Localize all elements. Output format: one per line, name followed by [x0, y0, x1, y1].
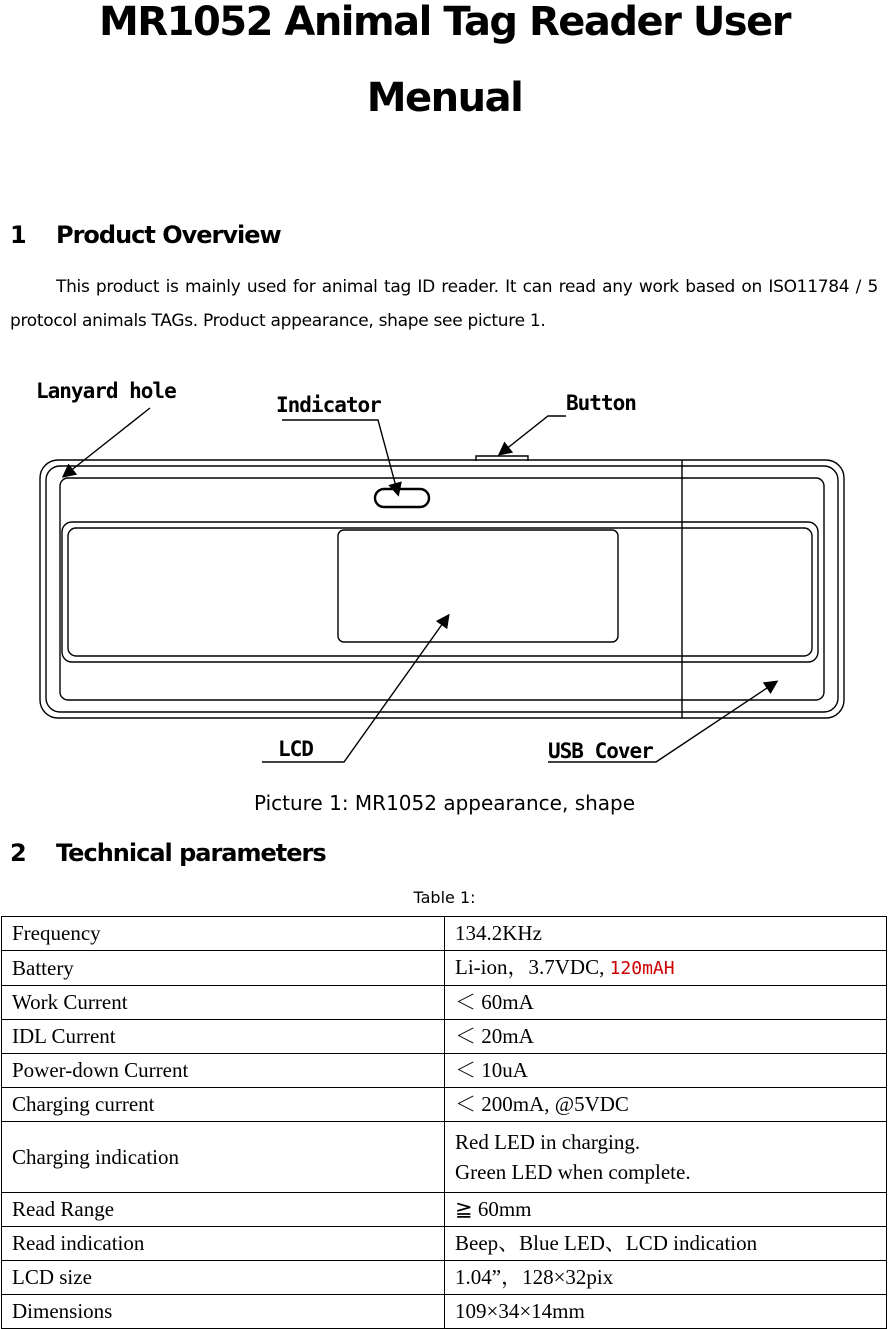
param-cell: LCD size: [2, 1261, 445, 1295]
value-cell: 109×34×14mm: [445, 1295, 887, 1329]
table-row: [2, 1088, 887, 1122]
param-cell: IDL Current: [2, 1020, 445, 1054]
param-cell: Battery: [2, 951, 445, 986]
table-row: [2, 1122, 887, 1193]
section-title: Product Overview: [56, 221, 281, 249]
section-heading-technical-parameters: [10, 840, 326, 866]
param-cell: Charging current: [2, 1088, 445, 1122]
battery-capacity: 120mAH: [609, 958, 675, 979]
value-cell: Beep、Blue LED、LCD indication: [445, 1227, 887, 1261]
label-button: Button: [566, 391, 636, 415]
technical-parameters-table: [1, 916, 887, 1329]
section-number: 1: [10, 221, 26, 249]
value-cell: [445, 1122, 887, 1193]
table-row: [2, 1020, 887, 1054]
value-cell: [445, 951, 887, 986]
device-drawing: [0, 368, 889, 776]
table-row: [2, 1261, 887, 1295]
value-line: Red LED in charging.: [455, 1130, 641, 1154]
value-cell: 1.04”，128×32pix: [445, 1261, 887, 1295]
value-cell: ≧ 60mm: [445, 1193, 887, 1227]
label-lcd: LCD: [278, 737, 313, 761]
document-title-line1: MR1052 Animal Tag Reader User: [99, 0, 790, 45]
value-cell: ＜ 10uA: [445, 1054, 887, 1088]
section-title: Technical parameters: [56, 839, 326, 867]
battery-value: Li-ion，3.7VDC,: [455, 955, 605, 979]
value-line: Green LED when complete.: [455, 1160, 691, 1184]
param-cell: Frequency: [2, 917, 445, 951]
param-cell: Read Range: [2, 1193, 445, 1227]
table-row: [2, 917, 887, 951]
param-cell: Work Current: [2, 986, 445, 1020]
product-overview-paragraph: This product is mainly used for animal tag ID reader. It can read any work based on ISO11784 / 5 protocol animals TAGs. Product appearance, shape see picture 1.: [10, 277, 878, 331]
table-row: [2, 951, 887, 986]
document-title-line2: Menual: [366, 75, 523, 121]
table-row: [2, 1193, 887, 1227]
value-cell: ＜ 20mA: [445, 1020, 887, 1054]
table-row: [2, 1054, 887, 1088]
param-cell: Read indication: [2, 1227, 445, 1261]
label-usb-cover: USB Cover: [548, 739, 653, 763]
table-row: [2, 986, 887, 1020]
table-caption: Table 1:: [413, 888, 476, 907]
label-indicator: Indicator: [276, 393, 381, 417]
param-cell: Power-down Current: [2, 1054, 445, 1088]
label-lanyard-hole: Lanyard hole: [36, 379, 176, 403]
table-row: [2, 1227, 887, 1261]
section-heading-product-overview: [10, 222, 281, 248]
device-diagram: [0, 368, 889, 776]
value-cell: ＜ 60mA: [445, 986, 887, 1020]
value-cell: 134.2KHz: [445, 917, 887, 951]
param-cell: Dimensions: [2, 1295, 445, 1329]
value-cell: ＜ 200mA, @5VDC: [445, 1088, 887, 1122]
param-cell: Charging indication: [2, 1122, 445, 1193]
table-row: [2, 1295, 887, 1329]
figure-caption: Picture 1: MR1052 appearance, shape: [253, 791, 636, 815]
section-number: 2: [10, 839, 26, 867]
